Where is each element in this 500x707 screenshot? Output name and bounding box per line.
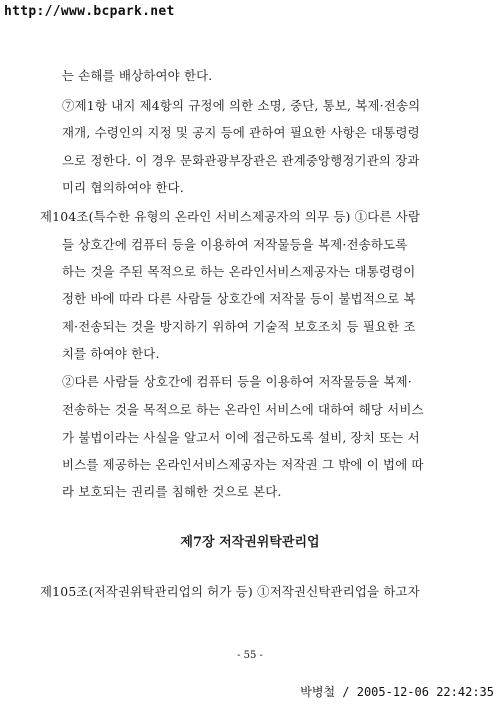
page-number: - 55 - <box>237 650 263 661</box>
body-line: 라 보호되는 권리를 침해한 것으로 본다. <box>62 484 282 499</box>
body-line: 들 상호간에 컴퓨터 등을 이용하여 저작물등을 복제·전송하도록 <box>62 237 408 252</box>
body-line: 제·전송되는 것을 방지하기 위하여 기술적 보호조치 등 필요한 조 <box>62 319 416 334</box>
footer-stamp: 박병철 / 2005-12-06 22:42:35 <box>300 685 494 699</box>
body-line: 으로 정한다. 이 경우 문화관광부장관은 관계중앙행정기관의 장과 <box>62 153 420 168</box>
body-line: 미리 협의하여야 한다. <box>62 180 184 195</box>
body-line: 재개, 수령인의 지정 및 공지 등에 관하여 필요한 사항은 대통령령 <box>62 125 420 140</box>
body-line: 치를 하여야 한다. <box>62 346 160 361</box>
body-line: ⑦제1항 내지 제4항의 규정에 의한 소명, 중단, 통보, 복제·전송의 <box>62 98 421 113</box>
watermark-url: http://www.bcpark.net <box>4 4 175 19</box>
body-line: 제104조(특수한 유형의 온라인 서비스제공자의 의무 등) ①다른 사람 <box>40 209 421 224</box>
body-line: 하는 것을 주된 목적으로 하는 온라인서비스제공자는 대통령령이 <box>62 264 416 279</box>
chapter-title: 제7장 저작권위탁관리업 <box>180 535 320 550</box>
body-line: 제105조(저작권위탁관리업의 허가 등) ①저작권신탁관리업을 하고자 <box>40 584 420 599</box>
body-line: 전송하는 것을 목적으로 하는 온라인 서비스에 대하여 해당 서비스 <box>62 402 424 417</box>
body-line: 가 불법이라는 사실을 알고서 이에 접근하도록 설비, 장치 또는 서 <box>62 430 420 445</box>
body-line: 는 손해를 배상하여야 한다. <box>62 68 213 83</box>
body-line: 정한 바에 따라 다른 사람들 상호간에 저작물 등이 불법적으로 복 <box>62 291 416 306</box>
body-line: 비스를 제공하는 온라인서비스제공자는 저작권 그 밖에 이 법에 따 <box>62 457 424 472</box>
body-line: ②다른 사람들 상호간에 컴퓨터 등을 이용하여 저작물등을 복제· <box>62 374 412 389</box>
